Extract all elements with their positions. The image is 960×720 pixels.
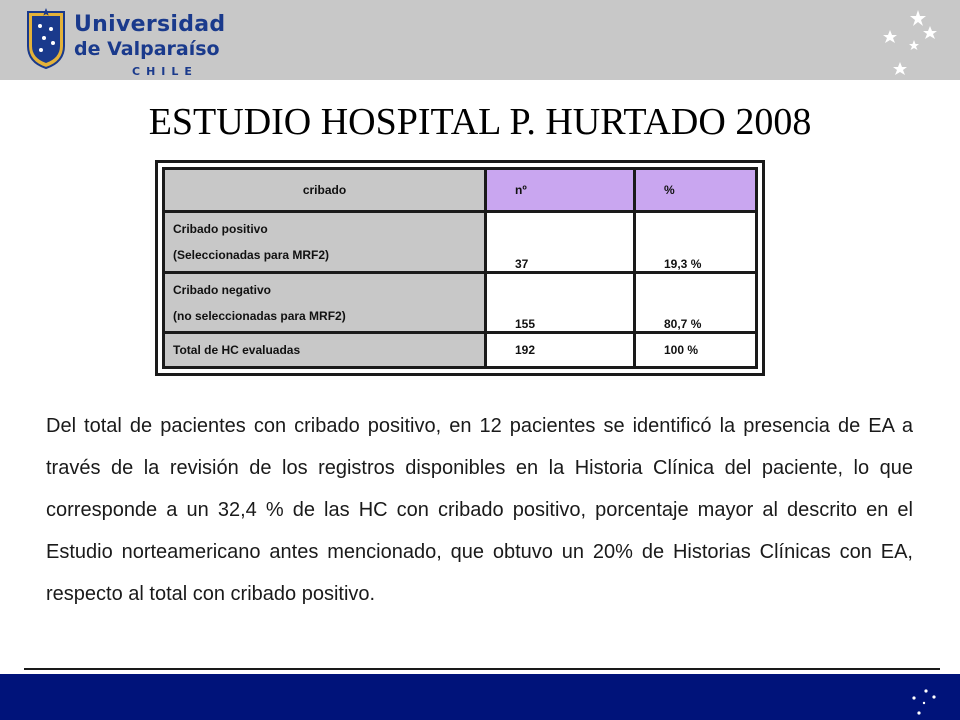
table-row: [164, 333, 757, 368]
row-percent: 80,7 %: [635, 272, 757, 333]
header-percent: %: [635, 169, 757, 212]
row-label: Total de HC evaluadas: [164, 333, 486, 368]
footer-divider: [24, 668, 940, 670]
row-count: 192: [486, 333, 635, 368]
table-header-row: [164, 169, 757, 212]
university-logo: [22, 2, 226, 78]
row-label: [164, 272, 486, 333]
row-label: [164, 211, 486, 272]
row-label-line2: (Seleccionadas para MRF2): [173, 247, 330, 262]
southern-cross-stars-icon: [880, 6, 950, 78]
logo-text-line3: CHILE: [132, 65, 198, 78]
slide-footer: [0, 674, 960, 720]
row-percent: 19,3 %: [635, 211, 757, 272]
header-n: nº: [486, 169, 635, 212]
table-row: [164, 211, 757, 272]
findings-paragraph: Del total de pacientes con cribado positivo, en 12 pacientes se identificó la presencia de EA a través de la revisión de los registros disponibles en la Historia Clínica del paciente, lo que corresponde a un 32,4 % de las HC con cribado positivo, porcentaje mayor al descrito en el Estudio norteamericano antes mencionado, que obtuvo un 20% de Historias Clínicas con EA, respecto al total con cribado positivo.: [46, 415, 913, 605]
shield-icon: [26, 6, 66, 70]
table-row: [164, 272, 757, 333]
results-table: [155, 160, 765, 376]
logo-text-line1: Universidad: [74, 12, 226, 37]
row-count: 37: [486, 211, 635, 272]
header-cribado: cribado: [164, 169, 486, 212]
row-count: 155: [486, 272, 635, 333]
slide-title: ESTUDIO HOSPITAL P. HURTADO 2008: [148, 101, 812, 143]
row-label-line1: Cribado positivo: [173, 221, 268, 236]
slide-header: [0, 0, 960, 80]
logo-text-line2: de Valparaíso: [74, 38, 220, 60]
footer-stars-icon: [908, 688, 940, 718]
row-percent: 100 %: [635, 333, 757, 368]
row-label-line2: (no seleccionadas para MRF2): [173, 308, 346, 323]
row-label-line1: Cribado negativo: [173, 282, 272, 297]
